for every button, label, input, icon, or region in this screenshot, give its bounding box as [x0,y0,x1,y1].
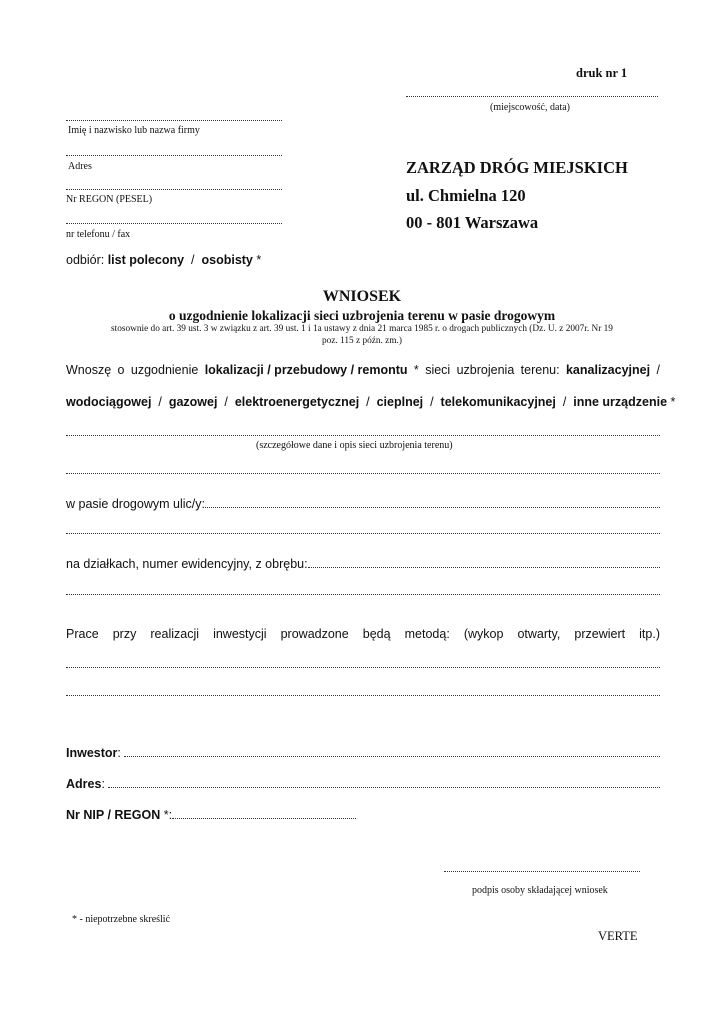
legal-basis-line1: stosownie do art. 39 ust. 3 w związku z art. 39 ust. 1 i 1a ustawy z dnia 21 marca 1985 r. o drogach publicznych (Dz. U. z 2007r. Nr 19 [111,324,613,334]
separator: / [430,395,434,409]
recipient-city: 00 - 801 Warszawa [406,213,539,232]
request-word: o [117,363,125,377]
method-word: metodą: [404,627,450,641]
request-word: terenu: [520,363,560,377]
regon-line[interactable] [66,189,282,190]
method-word: (wykop [463,627,504,641]
street-label: w pasie drogowym ulic/y: [66,497,205,511]
details-line-1[interactable] [66,435,660,436]
method-word: inwestycji [213,627,267,641]
separator: / [158,395,162,409]
phone-label: nr telefonu / fax [66,229,131,240]
parcels-input[interactable] [308,567,660,568]
separator: / [656,363,660,377]
street-line-2[interactable] [66,533,660,534]
name-line[interactable] [66,120,282,121]
form-subtitle: o uzgodnienie lokalizacji sieci uzbrojenia terenu w pasie drogowym [168,308,556,323]
colon: : [168,808,173,822]
colon: : [101,777,105,791]
parcels-line-2[interactable] [66,594,660,595]
verte-label: VERTE [598,929,638,943]
form-title: WNIOSEK [322,288,402,305]
investor-row [66,746,660,760]
request-line-2 [66,395,675,409]
investor-label: Inwestor [66,746,118,760]
phone-line[interactable] [66,223,282,224]
address-line[interactable] [66,155,282,156]
place-date-label: (miejscowość, data) [490,102,570,113]
request-word: uzgodnienie [130,363,199,377]
method-line-1[interactable] [66,667,660,668]
network-type-power[interactable]: elektroenergetycznej [234,395,360,409]
method-word: realizacji [150,627,200,641]
network-type-other[interactable]: inne urządzenie [573,395,668,409]
separator: / [224,395,228,409]
pickup-method [66,253,261,267]
regon-label: Nr REGON (PESEL) [66,194,153,205]
pickup-prefix: odbiór: [66,253,108,267]
method-word: przewiert [574,627,626,641]
street-row [66,497,660,511]
method-word: przy [112,627,137,641]
network-type-heating[interactable]: cieplnej [376,395,424,409]
nip-input[interactable] [172,818,356,819]
method-word: będą [362,627,391,641]
address-label: Adres [68,161,92,172]
pickup-registered-mail[interactable]: list polecony [107,253,185,267]
nip-label: Nr NIP / REGON [66,808,161,822]
parcels-label: na działkach, numer ewidencyjny, z obrębu: [66,557,308,571]
method-word: otwarty, [517,627,561,641]
method-line-2[interactable] [66,695,660,696]
legal-basis-line2: poz. 115 z późn. zm.) [322,336,402,346]
network-type-sewage[interactable]: kanalizacyjnej [565,363,651,377]
details-label: (szczegółowe dane i opis sieci uzbrojenia terenu) [256,440,453,451]
separator: / [562,395,567,409]
network-type-telecom[interactable]: telekomunikacyjnej [440,395,556,409]
place-date-line[interactable] [406,96,658,97]
pickup-separator: / [184,253,202,267]
request-word: sieci [425,363,451,377]
name-label: Imię i nazwisko lub nazwa firmy [68,125,200,136]
parcels-row [66,557,660,571]
investor-address-input[interactable] [108,787,660,788]
nip-star: * [160,808,169,822]
investor-address-label: Adres [66,777,102,791]
method-word: itp.) [639,627,660,641]
request-star: * [670,395,676,409]
work-type-options[interactable]: lokalizacji / przebudowy / remontu [204,363,408,377]
nip-row [66,808,356,822]
investor-address-row [66,777,660,791]
method-line [66,627,660,641]
method-word: Prace [66,627,99,641]
network-type-water[interactable]: wodociągowej [66,395,152,409]
details-line-2[interactable] [66,473,660,474]
request-word: uzbrojenia [456,363,515,377]
pickup-star: * [252,253,262,267]
request-word: Wnoszę [66,363,112,377]
colon: : [117,746,121,760]
request-star: * [413,363,419,377]
street-input[interactable] [205,507,660,508]
request-line-1 [66,363,660,377]
network-type-gas[interactable]: gazowej [168,395,218,409]
signature-label: podpis osoby składającej wniosek [472,885,608,896]
signature-line[interactable] [444,871,640,872]
form-number: druk nr 1 [576,66,628,80]
recipient-name: ZARZĄD DRÓG MIEJSKICH [406,158,628,177]
investor-input[interactable] [124,756,660,757]
strike-note: * - niepotrzebne skreślić [72,914,171,925]
method-word: prowadzone [280,627,349,641]
separator: / [366,395,370,409]
pickup-in-person[interactable]: osobisty [201,253,253,267]
recipient-street: ul. Chmielna 120 [406,186,526,205]
